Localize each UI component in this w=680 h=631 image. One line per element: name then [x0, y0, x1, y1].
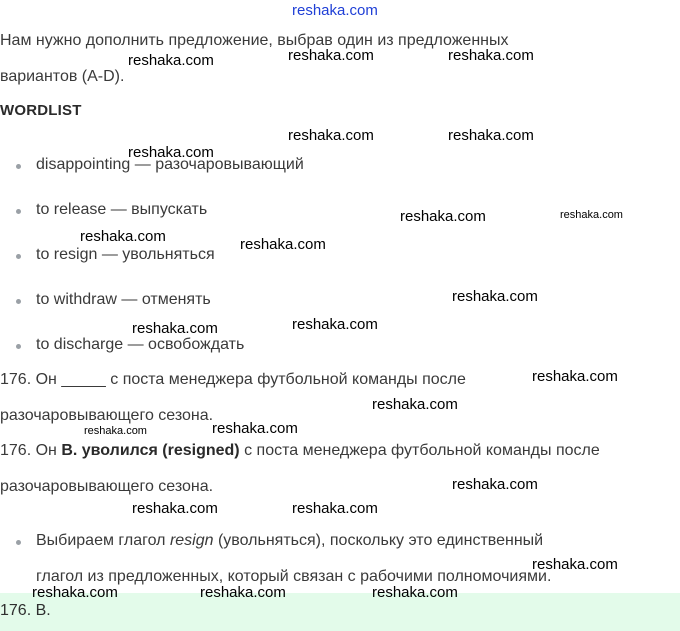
watermark: reshaka.com: [84, 425, 147, 437]
wordlist-item: to discharge — освобождать: [36, 336, 245, 353]
watermark: reshaka.com: [132, 500, 218, 517]
watermark: reshaka.com: [560, 209, 623, 221]
wordlist-item: to resign — увольняться: [36, 246, 215, 263]
question-line-1: 176. Он _____ с поста менеджера футбольной команды после: [0, 371, 466, 388]
watermark: reshaka.com: [128, 52, 214, 69]
wordlist-heading: WORDLIST: [0, 102, 82, 119]
watermark: reshaka.com: [288, 127, 374, 144]
question-line-2: разочаровывающего сезона.: [0, 407, 214, 424]
explanation-line-1: [36, 532, 543, 550]
final-answer: 176. B.: [0, 602, 51, 619]
watermark: reshaka.com: [448, 47, 534, 64]
wordlist-item: disappointing — разочаровывающий: [36, 156, 304, 173]
watermark: reshaka.com: [292, 316, 378, 333]
answer-suffix: с поста менеджера футбольной команды после: [239, 442, 600, 459]
explanation-line-2: глагол из предложенных, который связан с рабочими полномочиями.: [36, 568, 552, 585]
watermark: reshaka.com: [240, 236, 326, 253]
answer-sentence-line-2: разочаровывающего сезона.: [0, 478, 214, 495]
bullet-icon: [16, 540, 21, 545]
explanation-suffix: (увольняться), поскольку это единственный: [213, 532, 544, 549]
answer-bold: B. уволился (resigned): [61, 442, 240, 459]
watermark: reshaka.com: [80, 228, 166, 245]
bullet-icon: [16, 164, 21, 169]
watermark: reshaka.com: [132, 320, 218, 337]
watermark: reshaka.com: [448, 127, 534, 144]
explanation-prefix: Выбираем глагол: [36, 532, 170, 549]
bullet-icon: [16, 299, 21, 304]
watermark: reshaka.com: [128, 144, 214, 161]
watermark: reshaka.com: [532, 556, 618, 573]
watermark: reshaka.com: [452, 476, 538, 493]
watermark: reshaka.com: [292, 500, 378, 517]
watermark: reshaka.com: [372, 584, 458, 601]
site-link[interactable]: reshaka.com: [292, 2, 378, 19]
bullet-icon: [16, 254, 21, 259]
bullet-icon: [16, 209, 21, 214]
watermark: reshaka.com: [32, 584, 118, 601]
watermark: reshaka.com: [200, 584, 286, 601]
watermark: reshaka.com: [288, 47, 374, 64]
answer-sentence-line-1: [0, 442, 600, 460]
watermark: reshaka.com: [400, 208, 486, 225]
intro-line-2: вариантов (A-D).: [0, 68, 125, 85]
intro-line-1: Нам нужно дополнить предложение, выбрав один из предложенных: [0, 32, 509, 49]
explanation-italic: resign: [169, 532, 214, 549]
bullet-icon: [16, 344, 21, 349]
watermark: reshaka.com: [372, 396, 458, 413]
watermark: reshaka.com: [532, 368, 618, 385]
watermark: reshaka.com: [452, 288, 538, 305]
answer-prefix: 176. Он: [0, 442, 62, 459]
watermark: reshaka.com: [212, 420, 298, 437]
wordlist-item: to release — выпускать: [36, 201, 208, 218]
wordlist-item: to withdraw — отменять: [36, 291, 211, 308]
